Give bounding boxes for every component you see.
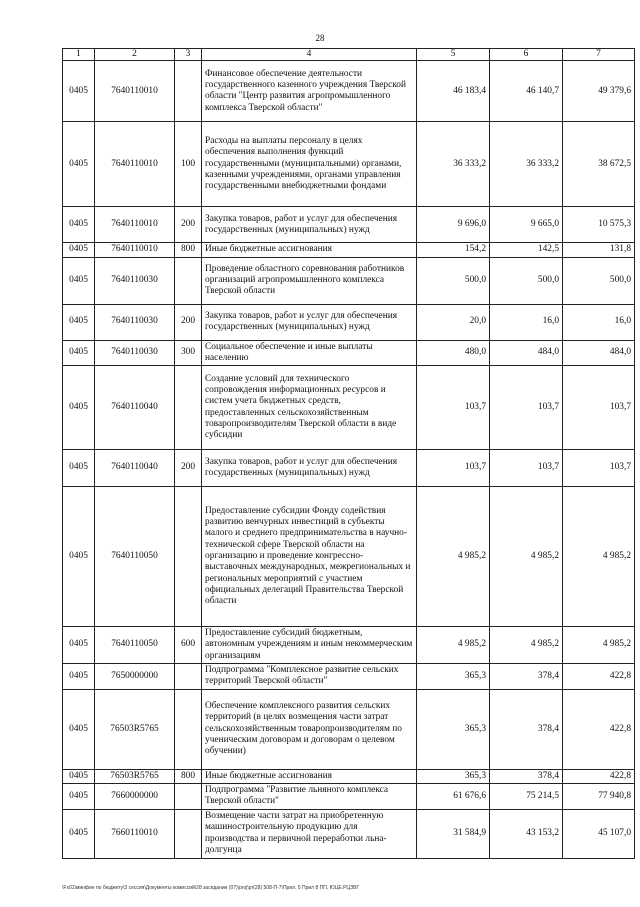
expense-kind-cell: 200 — [175, 304, 202, 340]
expense-kind-cell: 200 — [175, 450, 202, 487]
target-code-cell: 7640110030 — [95, 304, 175, 340]
amount-year-3-cell: 4 985,2 — [563, 487, 635, 627]
amount-year-2-cell: 9 665,0 — [490, 207, 563, 243]
amount-year-2-cell: 43 153,2 — [490, 809, 563, 858]
table-row — [63, 783, 635, 809]
table-row — [63, 627, 635, 664]
section-code-cell: 0405 — [63, 809, 95, 858]
amount-year-3-cell: 10 575,3 — [563, 207, 635, 243]
amount-year-1-cell: 365,3 — [417, 689, 490, 769]
item-name-cell: Создание условий для технического сопровождения информационных ресурсов и систем учета бюджетных средств, предоставленных сельскохозяйственным товаропроизводителям Тверской области в виде субсидии — [202, 366, 417, 450]
amount-year-1-cell: 103,7 — [417, 450, 490, 487]
amount-year-3-cell: 16,0 — [563, 304, 635, 340]
table-row — [63, 366, 635, 450]
amount-year-3-cell: 49 379,6 — [563, 61, 635, 122]
expense-kind-cell — [175, 61, 202, 122]
table-row — [63, 122, 635, 207]
amount-year-2-cell: 75 214,5 — [490, 783, 563, 809]
amount-year-2-cell: 500,0 — [490, 257, 563, 304]
section-code-cell: 0405 — [63, 304, 95, 340]
item-name-cell: Обеспечение комплексного развития сельских территорий (в целях возмещения части затрат сельскохозяйственным товаропроизводителям по ученическим договорам и договорам о целевом обучении) — [202, 689, 417, 769]
expense-kind-cell: 800 — [175, 243, 202, 257]
amount-year-1-cell: 103,7 — [417, 366, 490, 450]
item-name-cell: Возмещение части затрат на приобретенную машиностроительную продукцию для производства и первичной переработки льна-долгунца — [202, 809, 417, 858]
amount-year-1-cell: 154,2 — [417, 243, 490, 257]
section-code-cell: 0405 — [63, 366, 95, 450]
budget-table — [62, 48, 635, 859]
table-row — [63, 340, 635, 366]
expense-kind-cell — [175, 366, 202, 450]
amount-year-2-cell: 378,4 — [490, 769, 563, 783]
table-row — [63, 257, 635, 304]
target-code-cell: 7640110040 — [95, 450, 175, 487]
target-code-cell: 76503R5765 — [95, 769, 175, 783]
item-name-cell: Проведение областного соревнования работников организаций агропромышленного комплекса Тверской области — [202, 257, 417, 304]
item-name-cell: Иные бюджетные ассигнования — [202, 243, 417, 257]
amount-year-1-cell: 36 333,2 — [417, 122, 490, 207]
item-name-cell: Закупка товаров, работ и услуг для обеспечения государственных (муниципальных) нужд — [202, 450, 417, 487]
amount-year-1-cell: 31 584,9 — [417, 809, 490, 858]
target-code-cell: 7640110010 — [95, 122, 175, 207]
table-row — [63, 487, 635, 627]
amount-year-3-cell: 4 985,2 — [563, 627, 635, 664]
table-row — [63, 450, 635, 487]
section-code-cell: 0405 — [63, 664, 95, 690]
section-code-cell: 0405 — [63, 627, 95, 664]
target-code-cell: 7640110040 — [95, 366, 175, 450]
header-col-6: 6 — [490, 49, 563, 61]
expense-kind-cell: 300 — [175, 340, 202, 366]
amount-year-1-cell: 480,0 — [417, 340, 490, 366]
expense-kind-cell: 100 — [175, 122, 202, 207]
amount-year-2-cell: 46 140,7 — [490, 61, 563, 122]
amount-year-3-cell: 38 672,5 — [563, 122, 635, 207]
table-row — [63, 769, 635, 783]
table-row — [63, 689, 635, 769]
section-code-cell: 0405 — [63, 61, 95, 122]
target-code-cell: 7640110010 — [95, 243, 175, 257]
item-name-cell: Предоставление субсидии Фонду содействия развитию венчурных инвестиций в субъекты малого и среднего предпринимательства в научно-технической сфере Тверской области на организацию и проведение конгрессно-выставочных международных, межрегиональных и региональных мероприятий с участием официальных делегаций Правительства Тверской области — [202, 487, 417, 627]
section-code-cell: 0405 — [63, 769, 95, 783]
amount-year-3-cell: 45 107,0 — [563, 809, 635, 858]
section-code-cell: 0405 — [63, 487, 95, 627]
amount-year-2-cell: 4 985,2 — [490, 487, 563, 627]
table-header-row — [63, 49, 635, 61]
expense-kind-cell: 200 — [175, 207, 202, 243]
header-col-4: 4 — [202, 49, 417, 61]
amount-year-2-cell: 484,0 — [490, 340, 563, 366]
target-code-cell: 7650000000 — [95, 664, 175, 690]
amount-year-2-cell: 103,7 — [490, 450, 563, 487]
amount-year-3-cell: 500,0 — [563, 257, 635, 304]
expense-kind-cell — [175, 487, 202, 627]
amount-year-3-cell: 131,8 — [563, 243, 635, 257]
amount-year-1-cell: 500,0 — [417, 257, 490, 304]
expense-kind-cell — [175, 689, 202, 769]
amount-year-3-cell: 422,8 — [563, 664, 635, 690]
section-code-cell: 0405 — [63, 689, 95, 769]
table-row — [63, 809, 635, 858]
item-name-cell: Закупка товаров, работ и услуг для обеспечения государственных (муниципальных) нужд — [202, 207, 417, 243]
target-code-cell: 7640110030 — [95, 257, 175, 304]
table-row — [63, 207, 635, 243]
amount-year-2-cell: 378,4 — [490, 664, 563, 690]
target-code-cell: 7660110010 — [95, 809, 175, 858]
amount-year-3-cell: 77 940,8 — [563, 783, 635, 809]
target-code-cell: 76503R5765 — [95, 689, 175, 769]
expense-kind-cell: 600 — [175, 627, 202, 664]
amount-year-3-cell: 103,7 — [563, 366, 635, 450]
table-body — [63, 61, 635, 858]
header-col-1: 1 — [63, 49, 95, 61]
amount-year-1-cell: 365,3 — [417, 664, 490, 690]
header-col-7: 7 — [563, 49, 635, 61]
target-code-cell: 7640110010 — [95, 207, 175, 243]
amount-year-2-cell: 103,7 — [490, 366, 563, 450]
header-col-5: 5 — [417, 49, 490, 61]
item-name-cell: Социальное обеспечение и иные выплаты населению — [202, 340, 417, 366]
amount-year-3-cell: 422,8 — [563, 689, 635, 769]
item-name-cell: Подпрограмма "Комплексное развитие сельских территорий Тверской области" — [202, 664, 417, 690]
table-row — [63, 243, 635, 257]
target-code-cell: 7640110030 — [95, 340, 175, 366]
target-code-cell: 7660000000 — [95, 783, 175, 809]
page-number: 28 — [315, 33, 325, 43]
amount-year-1-cell: 4 985,2 — [417, 487, 490, 627]
header-col-3: 3 — [175, 49, 202, 61]
item-name-cell: Расходы на выплаты персоналу в целях обеспечения выполнения функций государственными (муниципальными) органами, казенными учреждениями, органами управления государственными внебюджетными фондами — [202, 122, 417, 207]
amount-year-2-cell: 16,0 — [490, 304, 563, 340]
amount-year-3-cell: 103,7 — [563, 450, 635, 487]
amount-year-2-cell: 36 333,2 — [490, 122, 563, 207]
section-code-cell: 0405 — [63, 257, 95, 304]
expense-kind-cell — [175, 783, 202, 809]
section-code-cell: 0405 — [63, 783, 95, 809]
section-code-cell: 0405 — [63, 340, 95, 366]
target-code-cell: 7640110050 — [95, 487, 175, 627]
expense-kind-cell — [175, 664, 202, 690]
section-code-cell: 0405 — [63, 207, 95, 243]
expense-kind-cell — [175, 809, 202, 858]
table-row — [63, 664, 635, 690]
expense-kind-cell: 800 — [175, 769, 202, 783]
table-row — [63, 304, 635, 340]
amount-year-1-cell: 20,0 — [417, 304, 490, 340]
amount-year-1-cell: 61 676,6 — [417, 783, 490, 809]
amount-year-1-cell: 4 985,2 — [417, 627, 490, 664]
item-name-cell: Финансовое обеспечение деятельности государственного казенного учреждения Тверской области "Центр развития агропромышленного комплекса Тверской области" — [202, 61, 417, 122]
item-name-cell: Предоставление субсидий бюджетным, автономным учреждениям и иным некоммерческим организациям — [202, 627, 417, 664]
amount-year-2-cell: 4 985,2 — [490, 627, 563, 664]
item-name-cell: Закупка товаров, работ и услуг для обеспечения государственных (муниципальных) нужд — [202, 304, 417, 340]
item-name-cell: Подпрограмма "Развитие льняного комплекса Тверской области" — [202, 783, 417, 809]
file-path-footer: \Fs01\минфин по бюджету\3 сессия\Документы комиссий\28 заседание (07)\proj\pr(28) 508-П-7\Прил. 5 Прил 8 ПП, ЮЦЕ.РЦЗВГ — [62, 885, 360, 891]
amount-year-2-cell: 142,5 — [490, 243, 563, 257]
amount-year-3-cell: 422,8 — [563, 769, 635, 783]
amount-year-1-cell: 9 696,0 — [417, 207, 490, 243]
target-code-cell: 7640110050 — [95, 627, 175, 664]
amount-year-1-cell: 365,3 — [417, 769, 490, 783]
section-code-cell: 0405 — [63, 450, 95, 487]
section-code-cell: 0405 — [63, 122, 95, 207]
expense-kind-cell — [175, 257, 202, 304]
target-code-cell: 7640110010 — [95, 61, 175, 122]
item-name-cell: Иные бюджетные ассигнования — [202, 769, 417, 783]
amount-year-2-cell: 378,4 — [490, 689, 563, 769]
amount-year-3-cell: 484,0 — [563, 340, 635, 366]
section-code-cell: 0405 — [63, 243, 95, 257]
header-col-2: 2 — [95, 49, 175, 61]
table-row — [63, 61, 635, 122]
amount-year-1-cell: 46 183,4 — [417, 61, 490, 122]
